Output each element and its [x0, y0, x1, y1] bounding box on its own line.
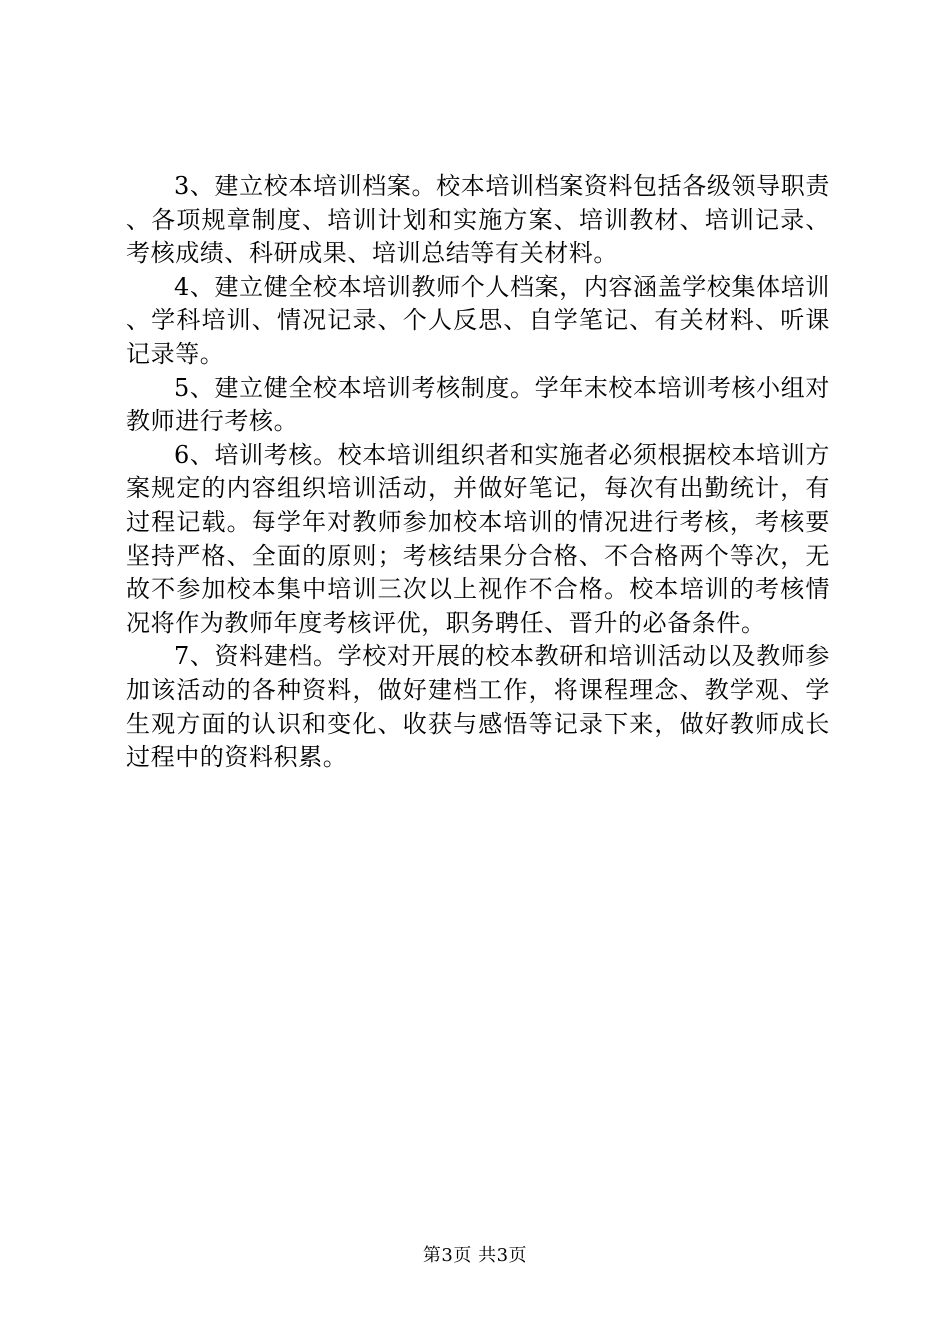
paragraph-6: 6、培训考核。校本培训组织者和实施者必须根据校本培训方案规定的内容组织培训活动，并做好笔记，每次有出勤统计，有过程记载。每学年对教师参加校本培训的情况进行考核，考核要坚持严格、全面的原则；考核结果分合格、不合格两个等次，无故不参加校本集中培训三次以上视作不合格。校本培训的考核情况将作为教师年度考核评优，职务聘任、晋升的必备条件。: [126, 440, 830, 637]
page-number-footer: 第3页 共3页: [422, 1245, 528, 1266]
paragraph-7: 7、资料建档。学校对开展的校本教研和培训活动以及教师参加该活动的各种资料，做好建档工作，将课程理念、教学观、学生观方面的认识和变化、收获与感悟等记录下来，做好教师成长过程中的资料积累。: [126, 642, 830, 772]
paragraph-4: 4、建立健全校本培训教师个人档案，内容涵盖学校集体培训、学科培训、情况记录、个人反思、自学笔记、有关材料、听课记录等。: [126, 272, 830, 368]
paragraph-3: 3、建立校本培训档案。校本培训档案资料包括各级领导职责、各项规章制度、培训计划和实施方案、培训教材、培训记录、考核成绩、科研成果、培训总结等有关材料。: [126, 172, 830, 268]
document-body: [126, 170, 830, 775]
paragraph-5: 5、建立健全校本培训考核制度。学年末校本培训考核小组对教师进行考核。: [126, 373, 830, 436]
